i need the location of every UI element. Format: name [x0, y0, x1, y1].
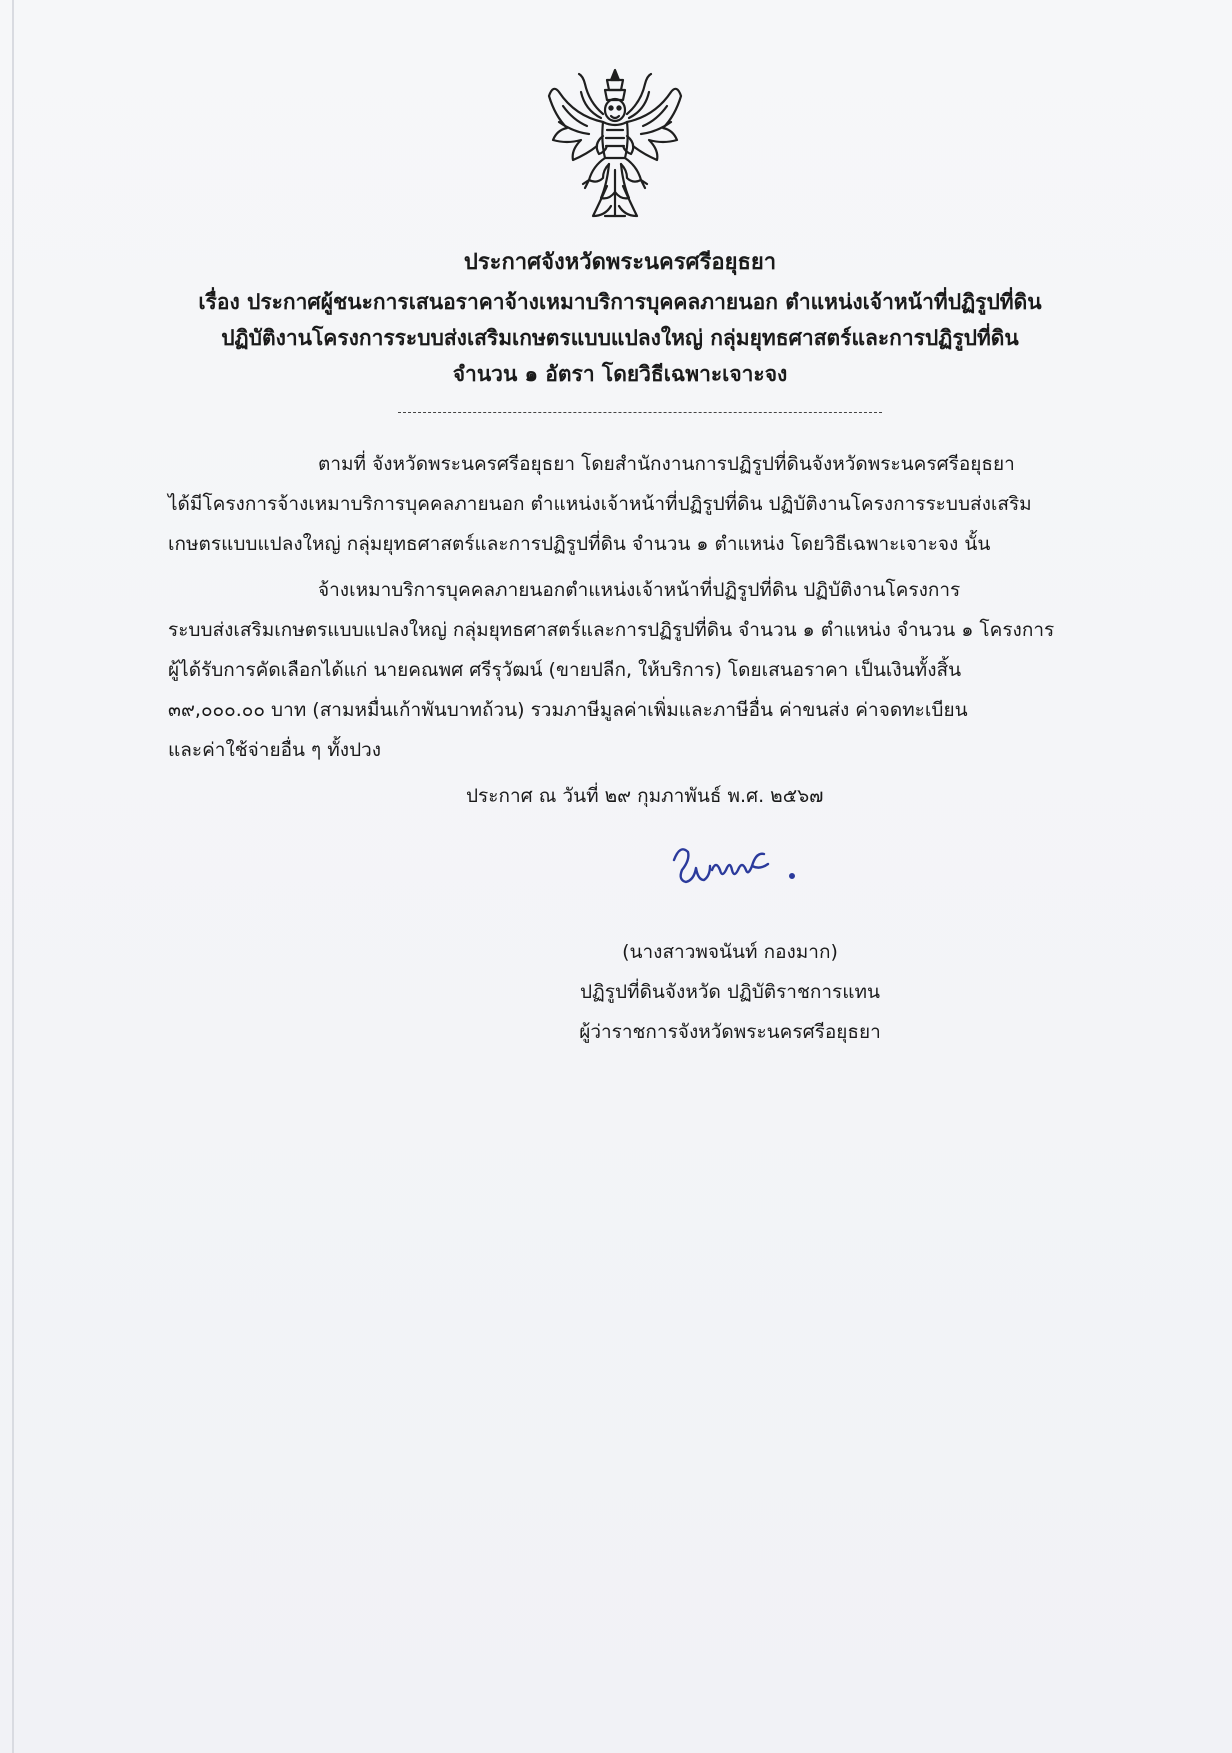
- subject-line-2: ปฏิบัติงานโครงการระบบส่งเสริมเกษตรแบบแปลงใหญ่ กลุ่มยุทธศาสตร์และการปฏิรูปที่ดิน: [221, 326, 1019, 350]
- scan-edge-line: [12, 0, 14, 1753]
- paragraph-1-line-3: เกษตรแบบแปลงใหญ่ กลุ่มยุทธศาสตร์และการปฏิรูปที่ดิน จำนวน ๑ ตำแหน่ง โดยวิธีเฉพาะเจาะจง นั้น: [168, 533, 991, 555]
- handwritten-signature: [660, 830, 820, 900]
- signer-position-1: ปฏิรูปที่ดินจังหวัด ปฏิบัติราชการแทน: [579, 981, 881, 1003]
- announcement-title: ประกาศจังหวัดพระนครศรีอยุธยา: [463, 250, 777, 275]
- paragraph-2-line-5: และค่าใช้จ่ายอื่น ๆ ทั้งปวง: [168, 739, 382, 761]
- subject-line-1: เรื่อง ประกาศผู้ชนะการเสนอราคาจ้างเหมาบริการบุคคลภายนอก ตำแหน่งเจ้าหน้าที่ปฏิรูปที่ดิน: [198, 290, 1042, 314]
- paragraph-2-line-2: ระบบส่งเสริมเกษตรแบบแปลงใหญ่ กลุ่มยุทธศาสตร์และการปฏิรูปที่ดิน จำนวน ๑ ตำแหน่ง จำนวน ๑ โครงการ: [168, 619, 1055, 641]
- paragraph-2-line-1: จ้างเหมาบริการบุคคลภายนอกตำแหน่งเจ้าหน้าที่ปฏิรูปที่ดิน ปฏิบัติงานโครงการ: [318, 579, 961, 601]
- dashed-divider: [398, 412, 882, 413]
- paragraph-2-line-4: ๓๙,๐๐๐.๐๐ บาท (สามหมื่นเก้าพันบาทถ้วน) รวมภาษีมูลค่าเพิ่มและภาษีอื่น ค่าขนส่ง ค่าจดทะเบียน: [168, 699, 968, 721]
- paragraph-2-line-3: ผู้ได้รับการคัดเลือกได้แก่ นายคณพศ ศรีรุวัฒน์ (ขายปลีก, ให้บริการ) โดยเสนอราคา เป็นเงินทั้งสิ้น: [168, 659, 962, 681]
- paragraph-1-line-2: ได้มีโครงการจ้างเหมาบริการบุคคลภายนอก ตำแหน่งเจ้าหน้าที่ปฏิรูปที่ดิน ปฏิบัติงานโครงการระบบส่งเสริม: [168, 493, 1032, 515]
- announcement-date: ประกาศ ณ วันที่ ๒๙ กุมภาพันธ์ พ.ศ. ๒๕๖๗: [466, 785, 824, 807]
- signer-position-2: ผู้ว่าราชการจังหวัดพระนครศรีอยุธยา: [579, 1021, 881, 1043]
- signer-name: (นางสาวพจนันท์ กองมาก): [622, 941, 838, 963]
- paragraph-1-line-1: ตามที่ จังหวัดพระนครศรีอยุธยา โดยสำนักงานการปฏิรูปที่ดินจังหวัดพระนครศรีอยุธยา: [318, 453, 1015, 475]
- garuda-emblem-icon: [545, 66, 685, 226]
- subject-line-3: จำนวน ๑ อัตรา โดยวิธีเฉพาะเจาะจง: [452, 362, 788, 386]
